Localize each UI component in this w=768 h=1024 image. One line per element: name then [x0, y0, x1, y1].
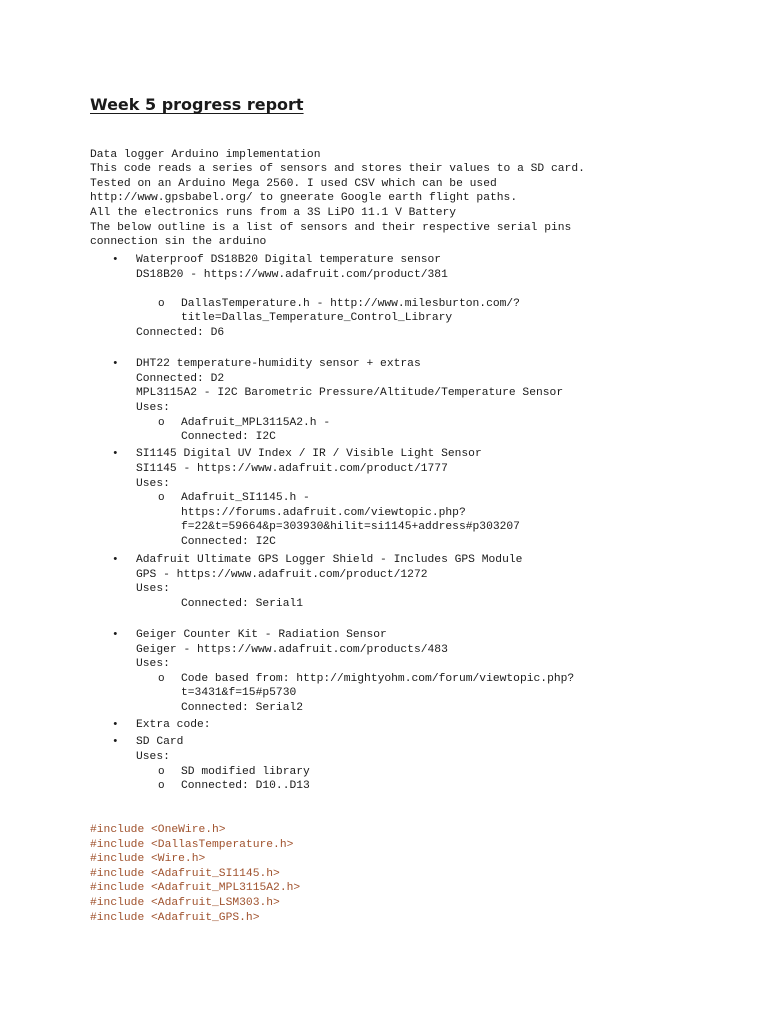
- sub-bullet-glyph: o: [158, 417, 165, 429]
- intro-line: http://www.gpsbabel.org/ to gneerate Google earth flight paths.: [90, 192, 518, 204]
- include-directive: #include <OneWire.h>: [90, 824, 226, 836]
- code-source-line: t=3431&f=15#p5730: [181, 687, 297, 699]
- page-title: Week 5 progress report: [90, 95, 304, 114]
- uses-label: Uses:: [136, 402, 170, 414]
- sub-bullet-glyph: o: [158, 298, 165, 310]
- sensor-link: GPS - https://www.adafruit.com/product/1272: [136, 569, 428, 581]
- sensor-title: SI1145 Digital UV Index / IR / Visible Light Sensor: [136, 448, 482, 460]
- library-line: f=22&t=59664&p=303930&hilit=si1145+address#p303207: [181, 521, 520, 533]
- intro-line: The below outline is a list of sensors and their respective serial pins: [90, 222, 572, 234]
- sensor-link: Geiger - https://www.adafruit.com/products/483: [136, 644, 448, 656]
- sensor-title: Waterproof DS18B20 Digital temperature sensor: [136, 254, 442, 266]
- connection-line: Connected: I2C: [181, 536, 276, 548]
- library-line: Adafruit_MPL3115A2.h -: [181, 417, 331, 429]
- intro-line: This code reads a series of sensors and stores their values to a SD card.: [90, 163, 585, 175]
- sensor-title: Adafruit Ultimate GPS Logger Shield - Includes GPS Module: [136, 554, 523, 566]
- bullet-glyph: •: [112, 448, 119, 460]
- sensor-title: Extra code:: [136, 719, 211, 731]
- library-line: Adafruit_SI1145.h -: [181, 492, 310, 504]
- library-line: DallasTemperature.h - http://www.milesburton.com/?: [181, 298, 520, 310]
- bullet-glyph: •: [112, 254, 119, 266]
- sensor-title: SD Card: [136, 736, 184, 748]
- library-line: SD modified library: [181, 766, 310, 778]
- connection-line: Connected: D10..D13: [181, 780, 310, 792]
- sensor-title: MPL3115A2 - I2C Barometric Pressure/Altitude/Temperature Sensor: [136, 387, 564, 399]
- sensor-title: DHT22 temperature-humidity sensor + extras: [136, 358, 421, 370]
- intro-line: connection sin the arduino: [90, 236, 267, 248]
- intro-line: Data logger Arduino implementation: [90, 149, 321, 161]
- bullet-glyph: •: [112, 736, 119, 748]
- sensor-title: Geiger Counter Kit - Radiation Sensor: [136, 629, 387, 641]
- uses-label: Uses:: [136, 751, 170, 763]
- connection-line: Connected: Serial2: [181, 702, 304, 714]
- sensor-link: SI1145 - https://www.adafruit.com/product/1777: [136, 463, 448, 475]
- intro-line: All the electronics runs from a 3S LiPO 11.1 V Battery: [90, 207, 457, 219]
- include-directive: #include <Adafruit_GPS.h>: [90, 912, 260, 924]
- library-line: https://forums.adafruit.com/viewtopic.php?: [181, 507, 466, 519]
- bullet-glyph: •: [112, 719, 119, 731]
- bullet-glyph: •: [112, 554, 119, 566]
- include-directive: #include <Adafruit_MPL3115A2.h>: [90, 882, 301, 894]
- sensor-link: DS18B20 - https://www.adafruit.com/product/381: [136, 269, 448, 281]
- library-line: title=Dallas_Temperature_Control_Library: [181, 312, 453, 324]
- bullet-glyph: •: [112, 358, 119, 370]
- intro-line: Tested on an Arduino Mega 2560. I used CSV which can be used: [90, 178, 497, 190]
- bullet-glyph: •: [112, 629, 119, 641]
- uses-label: Uses:: [136, 583, 170, 595]
- uses-label: Uses:: [136, 478, 170, 490]
- connection-line: Connected: I2C: [181, 431, 276, 443]
- sub-bullet-glyph: o: [158, 492, 165, 504]
- connection-line: Connected: Serial1: [181, 598, 304, 610]
- code-source-line: Code based from: http://mightyohm.com/forum/viewtopic.php?: [181, 673, 575, 685]
- uses-label: Uses:: [136, 658, 170, 670]
- sub-bullet-glyph: o: [158, 780, 165, 792]
- include-directive: #include <Adafruit_SI1145.h>: [90, 868, 280, 880]
- connection-line: Connected: D6: [136, 327, 225, 339]
- include-directive: #include <DallasTemperature.h>: [90, 839, 294, 851]
- include-directive: #include <Wire.h>: [90, 853, 206, 865]
- sub-bullet-glyph: o: [158, 673, 165, 685]
- sub-bullet-glyph: o: [158, 766, 165, 778]
- connection-line: Connected: D2: [136, 373, 225, 385]
- include-directive: #include <Adafruit_LSM303.h>: [90, 897, 280, 909]
